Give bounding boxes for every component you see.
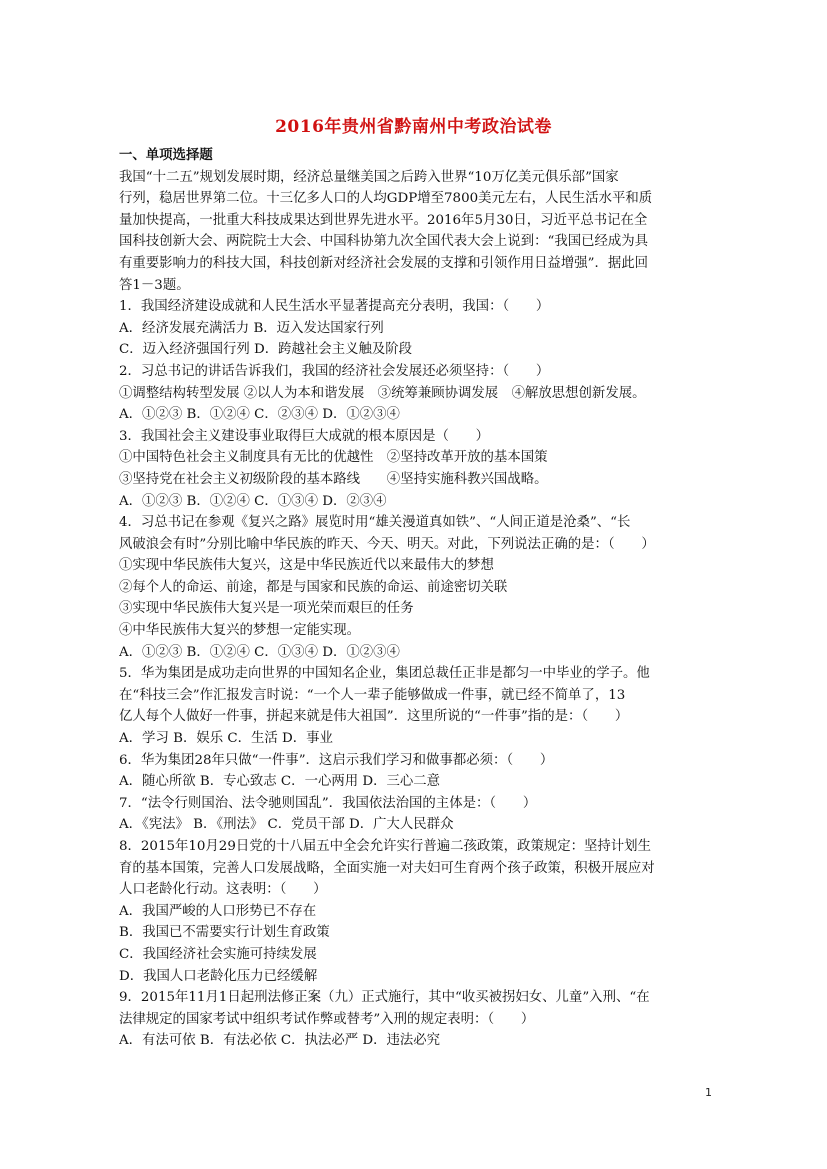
answer-options: A．随心所欲 B．专心致志 C．一心两用 D．三心二意: [119, 774, 441, 790]
question-stem: 4．习总书记在参观《复兴之路》展览时用“雄关漫道真如铁”、“人间正道是沧桑”、“长: [119, 515, 631, 531]
question-stem: 风破浪会有时”分别比喻中华民族的昨天、今天、明天。对此，下列说法正确的是：（ ）: [119, 536, 655, 552]
question-stem: 9．2015年11月1日起刑法修正案（九）正式施行，其中“收买被拐妇女、儿童”入刑、“在: [119, 990, 650, 1006]
answer-options: A．①②③ B．①②④ C．②③④ D．①②③④: [119, 407, 400, 423]
statement-item: ①实现中华民族伟大复兴，这是中华民族近代以来最伟大的梦想: [119, 558, 494, 574]
question-stem: 1．我国经济建设成就和人民生活水平显著提高充分表明，我国：（ ）: [119, 299, 550, 315]
question-stem: 在“科技三会”作汇报发言时说：“一个人一辈子能够做成一件事，就已经不简单了，13: [119, 687, 626, 703]
text-line: 量加快提高，一批重大科技成果达到世界先进水平。2016年5月30日，习近平总书记在全: [119, 212, 648, 228]
text-line: 有重要影响力的科技大国，科技创新对经济社会发展的支撑和引领作用日益增强”．据此回: [119, 255, 649, 271]
answer-options: A．《宪法》 B．《刑法》 C．党员干部 D．广大人民群众: [119, 817, 454, 833]
question-stem: 2．习总书记的讲话告诉我们，我国的经济社会发展还必须坚持：（ ）: [119, 363, 550, 379]
answer-option: C．我国经济社会实施可持续发展: [119, 946, 317, 962]
section-heading: 一、单项选择题: [119, 147, 213, 163]
answer-options: A．经济发展充满活力 B．迈入发达国家行列: [119, 320, 384, 336]
question-stem: 亿人每个人做好一件事，拼起来就是伟大祖国”．这里所说的“一件事”指的是：（ ）: [119, 709, 629, 725]
question-stem: 5．华为集团是成功走向世界的中国知名企业，集团总裁任正非是都匀一中毕业的学子。他: [119, 666, 650, 682]
page-number: 1: [705, 1086, 712, 1099]
question-stem: 人口老龄化行动。这表明：（ ）: [119, 882, 327, 898]
question-stem: 6．华为集团28年只做“一件事”．这启示我们学习和做事都必须：（ ）: [119, 752, 554, 768]
answer-option: B．我国已不需要实行计划生育政策: [119, 925, 330, 941]
document-title: 2016年贵州省黔南州中考政治试卷: [275, 117, 552, 137]
question-stem: 法律规定的国家考试中组织考试作弊或替考”入刑的规定表明：（ ）: [119, 1011, 535, 1027]
answer-option: A．我国严峻的人口形势已不存在: [119, 903, 317, 919]
question-stem: 7．“法令行则国治、法令驰则国乱”．我国依法治国的主体是：（ ）: [119, 795, 537, 811]
question-stem: 育的基本国策，完善人口发展战略，全面实施一对夫妇可生育两个孩子政策，积极开展应对: [119, 860, 655, 876]
answer-options: A．学习 B．娱乐 C．生活 D．事业: [119, 731, 333, 747]
statement-list: ①调整结构转型发展 ②以人为本和谐发展 ③统筹兼顾协调发展 ④解放思想创新发展。: [119, 385, 646, 401]
text-line: 行列，稳居世界第二位。十三亿多人口的人均GDP增至7800美元左右，人民生活水平和质: [119, 191, 653, 207]
answer-options: A．①②③ B．①②④ C．①③④ D．②③④: [119, 493, 387, 509]
statement-item: ③实现中华民族伟大复兴是一项光荣而艰巨的任务: [119, 601, 414, 617]
question-stem: 8．2015年10月29日党的十八届五中全会允许实行普遍二孩政策，政策规定：坚持计划生: [119, 839, 651, 854]
text-line: 国科技创新大会、两院院士大会、中国科协第九次全国代表大会上说到：“我国已经成为具: [119, 234, 649, 250]
statement-list: ①中国特色社会主义制度具有无比的优越性 ②坚持改革开放的基本国策: [119, 450, 548, 466]
statement-item: ④中华民族伟大复兴的梦想一定能实现。: [119, 623, 361, 639]
answer-options: A．①②③ B．①②④ C．①③④ D．①②③④: [119, 644, 400, 660]
text-line: 我国“十二五”规划发展时期，经济总量继美国之后跨入世界“10万亿美元俱乐部”国家: [119, 169, 619, 185]
document-body: [119, 145, 709, 1052]
answer-options: C．迈入经济强国行列 D．跨越社会主义触及阶段: [119, 342, 413, 358]
statement-list: ③坚持党在社会主义初级阶段的基本路线 ④坚持实施科教兴国战略。: [119, 471, 548, 487]
answer-option: D．我国人口老龄化压力已经缓解: [119, 968, 318, 984]
answer-options: A．有法可依 B．有法必依 C．执法必严 D．违法必究: [119, 1033, 441, 1049]
statement-item: ②每个人的命运、前途，都是与国家和民族的命运、前途密切关联: [119, 579, 508, 595]
question-stem: 3．我国社会主义建设事业取得巨大成就的根本原因是（ ）: [119, 428, 490, 444]
text-line: 答1－3题。: [119, 277, 190, 293]
